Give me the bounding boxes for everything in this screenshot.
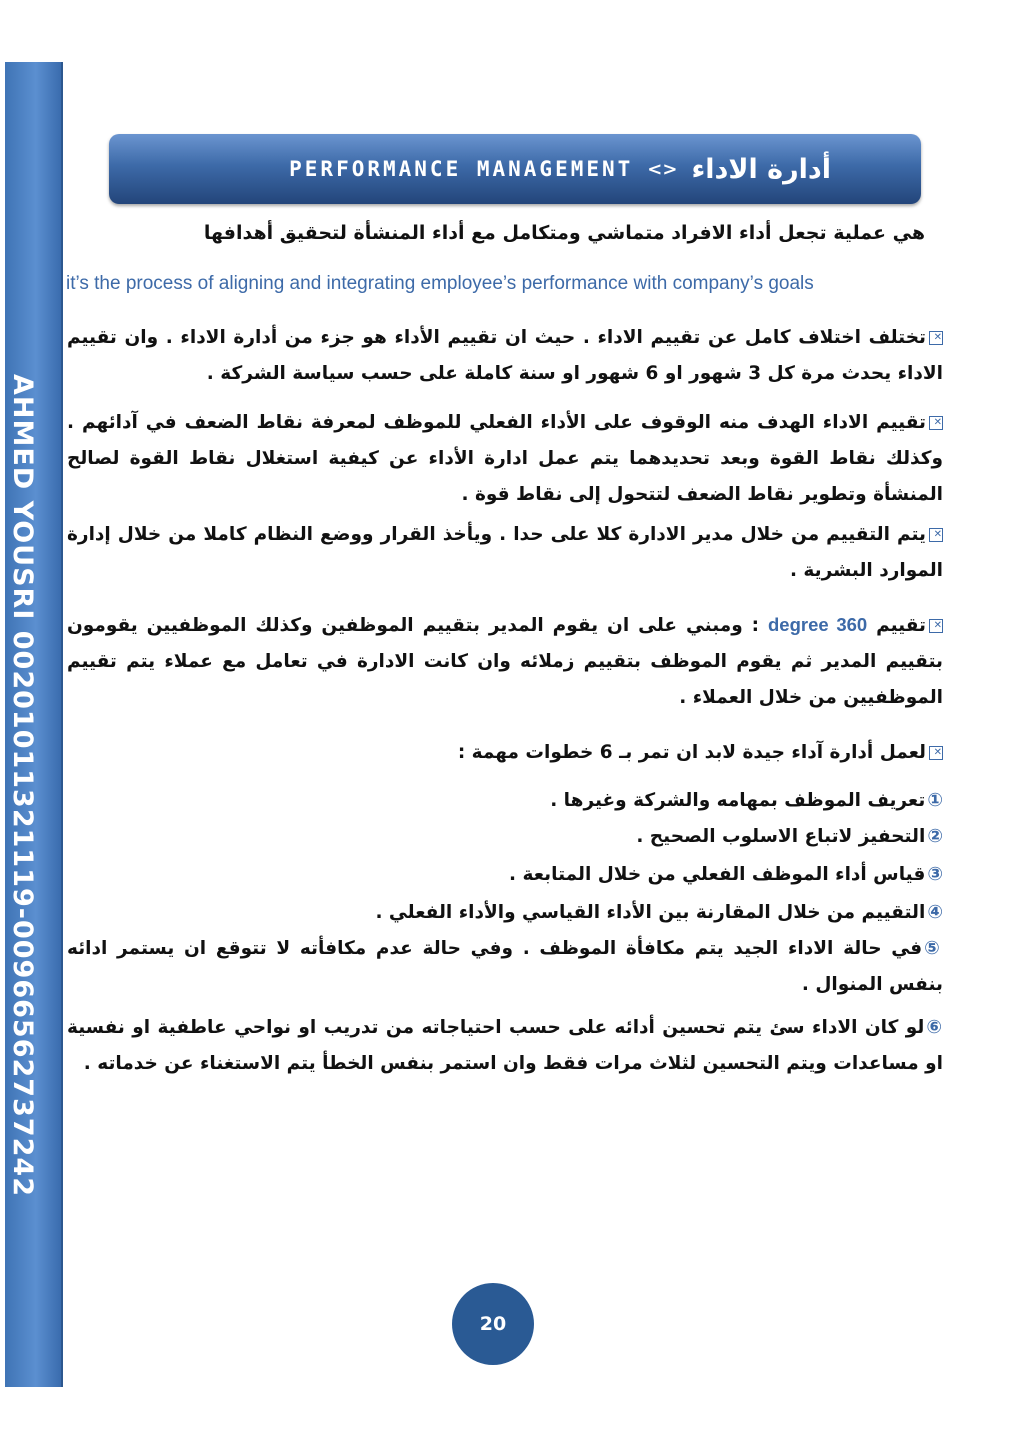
definition-arabic: هي عملية تجعل أداء الافراد متماشي ومتكامل مع أداء المنشأة لتحقيق أهدافها [203, 222, 925, 244]
step-6: ⑥لو كان الاداء سئ يتم تحسين أدائه على حسب احتياجاته من تدريب او نواحي عاطفية او نفسية او مساعدات ويتم التحسين لثلاث مرات فقط وان استمر بنفس الخطأ يتم الاستغناء عن خدماته . [67, 1017, 943, 1074]
sidebar-contact-text: AHMED YOUSRI 00201011321119-00966562737242 [7, 374, 38, 1197]
step-5: ⑤في حالة الاداء الجيد يتم مكافأة الموظف . وفي حالة عدم مكافأته لا تتوقع ان يستمر ادائه بنفس المنوال . [67, 938, 944, 995]
banner-arabic-title: أدارة الاداء [691, 153, 831, 185]
checkbox-bullet-icon: ✕ [929, 331, 943, 345]
definition-english: it’s the process of aligning and integrating employee’s performance with company’s goals [66, 273, 814, 294]
checkbox-bullet-icon: ✕ [929, 746, 943, 760]
checkbox-bullet-icon: ✕ [929, 416, 943, 430]
step-1: ①تعريف الموظف بمهامه والشركة وغيرها . [550, 790, 943, 811]
step-number: ① [927, 790, 943, 811]
page-number: 20 [452, 1283, 534, 1365]
step-2: ②التحفيز لاتباع الاسلوب الصحيح . [636, 826, 943, 847]
checkbox-bullet-icon: ✕ [929, 528, 943, 542]
banner-english-title: PERFORMANCE MANAGEMENT [289, 157, 634, 181]
step-number: ⑤ [924, 938, 944, 959]
step-4: ④التقييم من خلال المقارنة بين الأداء القياسي والأداء الفعلي . [375, 902, 943, 923]
paragraph-360-degree: ✕تقييم 360 degree : ومبني على ان يقوم المدير بتقييم الموظفين وكذلك الموظفيين يقومون بتقييم المدير ثم يقوم الموظف بتقييم زملائه وان كانت الادارة في تعامل مع عملاء يتم تقييم الموظفيين من خلال العملاء . [67, 614, 943, 708]
step-3: ③قياس أداء الموظف الفعلي من خلال المتابعة . [509, 864, 943, 885]
step-number: ③ [927, 864, 943, 885]
paragraph-1: ✕تختلف اختلاف كامل عن تقييم الاداء . حيث ان تقييم الأداء هو جزء من أدارة الاداء . وان تقييم الاداء يحدث مرة كل 3 شهور او 6 شهور او سنة كاملة على حسب سياسة الشركة . [67, 327, 943, 384]
checkbox-bullet-icon: ✕ [929, 619, 943, 633]
paragraph-2: ✕تقييم الاداء الهدف منه الوقوف على الأداء الفعلي للموظف لمعرفة نقاط الضعف في آدائهم . وكذلك نقاط القوة وبعد تحديدهما يتم عمل ادارة الأداء عن كيفية استغلال نقاط القوة لصالح المنشأة وتطوير نقاط الضعف لتتحول إلى نقاط قوة . [67, 412, 943, 505]
highlight-360-degree: 360 degree [768, 614, 868, 635]
sidebar-band [5, 62, 63, 1387]
step-number: ④ [927, 902, 943, 923]
step-number: ⑥ [926, 1017, 943, 1038]
step-number: ② [927, 826, 943, 847]
paragraph-3: ✕يتم التقييم من خلال مدير الادارة كلا على حدا . ويأخذ القرار ووضع النظام كاملا من خلال إدارة الموارد البشرية . [67, 524, 943, 581]
title-banner [109, 134, 921, 204]
banner-separator: <> [647, 158, 678, 180]
steps-intro: ✕لعمل أدارة آداء جيدة لابد ان تمر بـ 6 خطوات مهمة : [457, 742, 942, 763]
